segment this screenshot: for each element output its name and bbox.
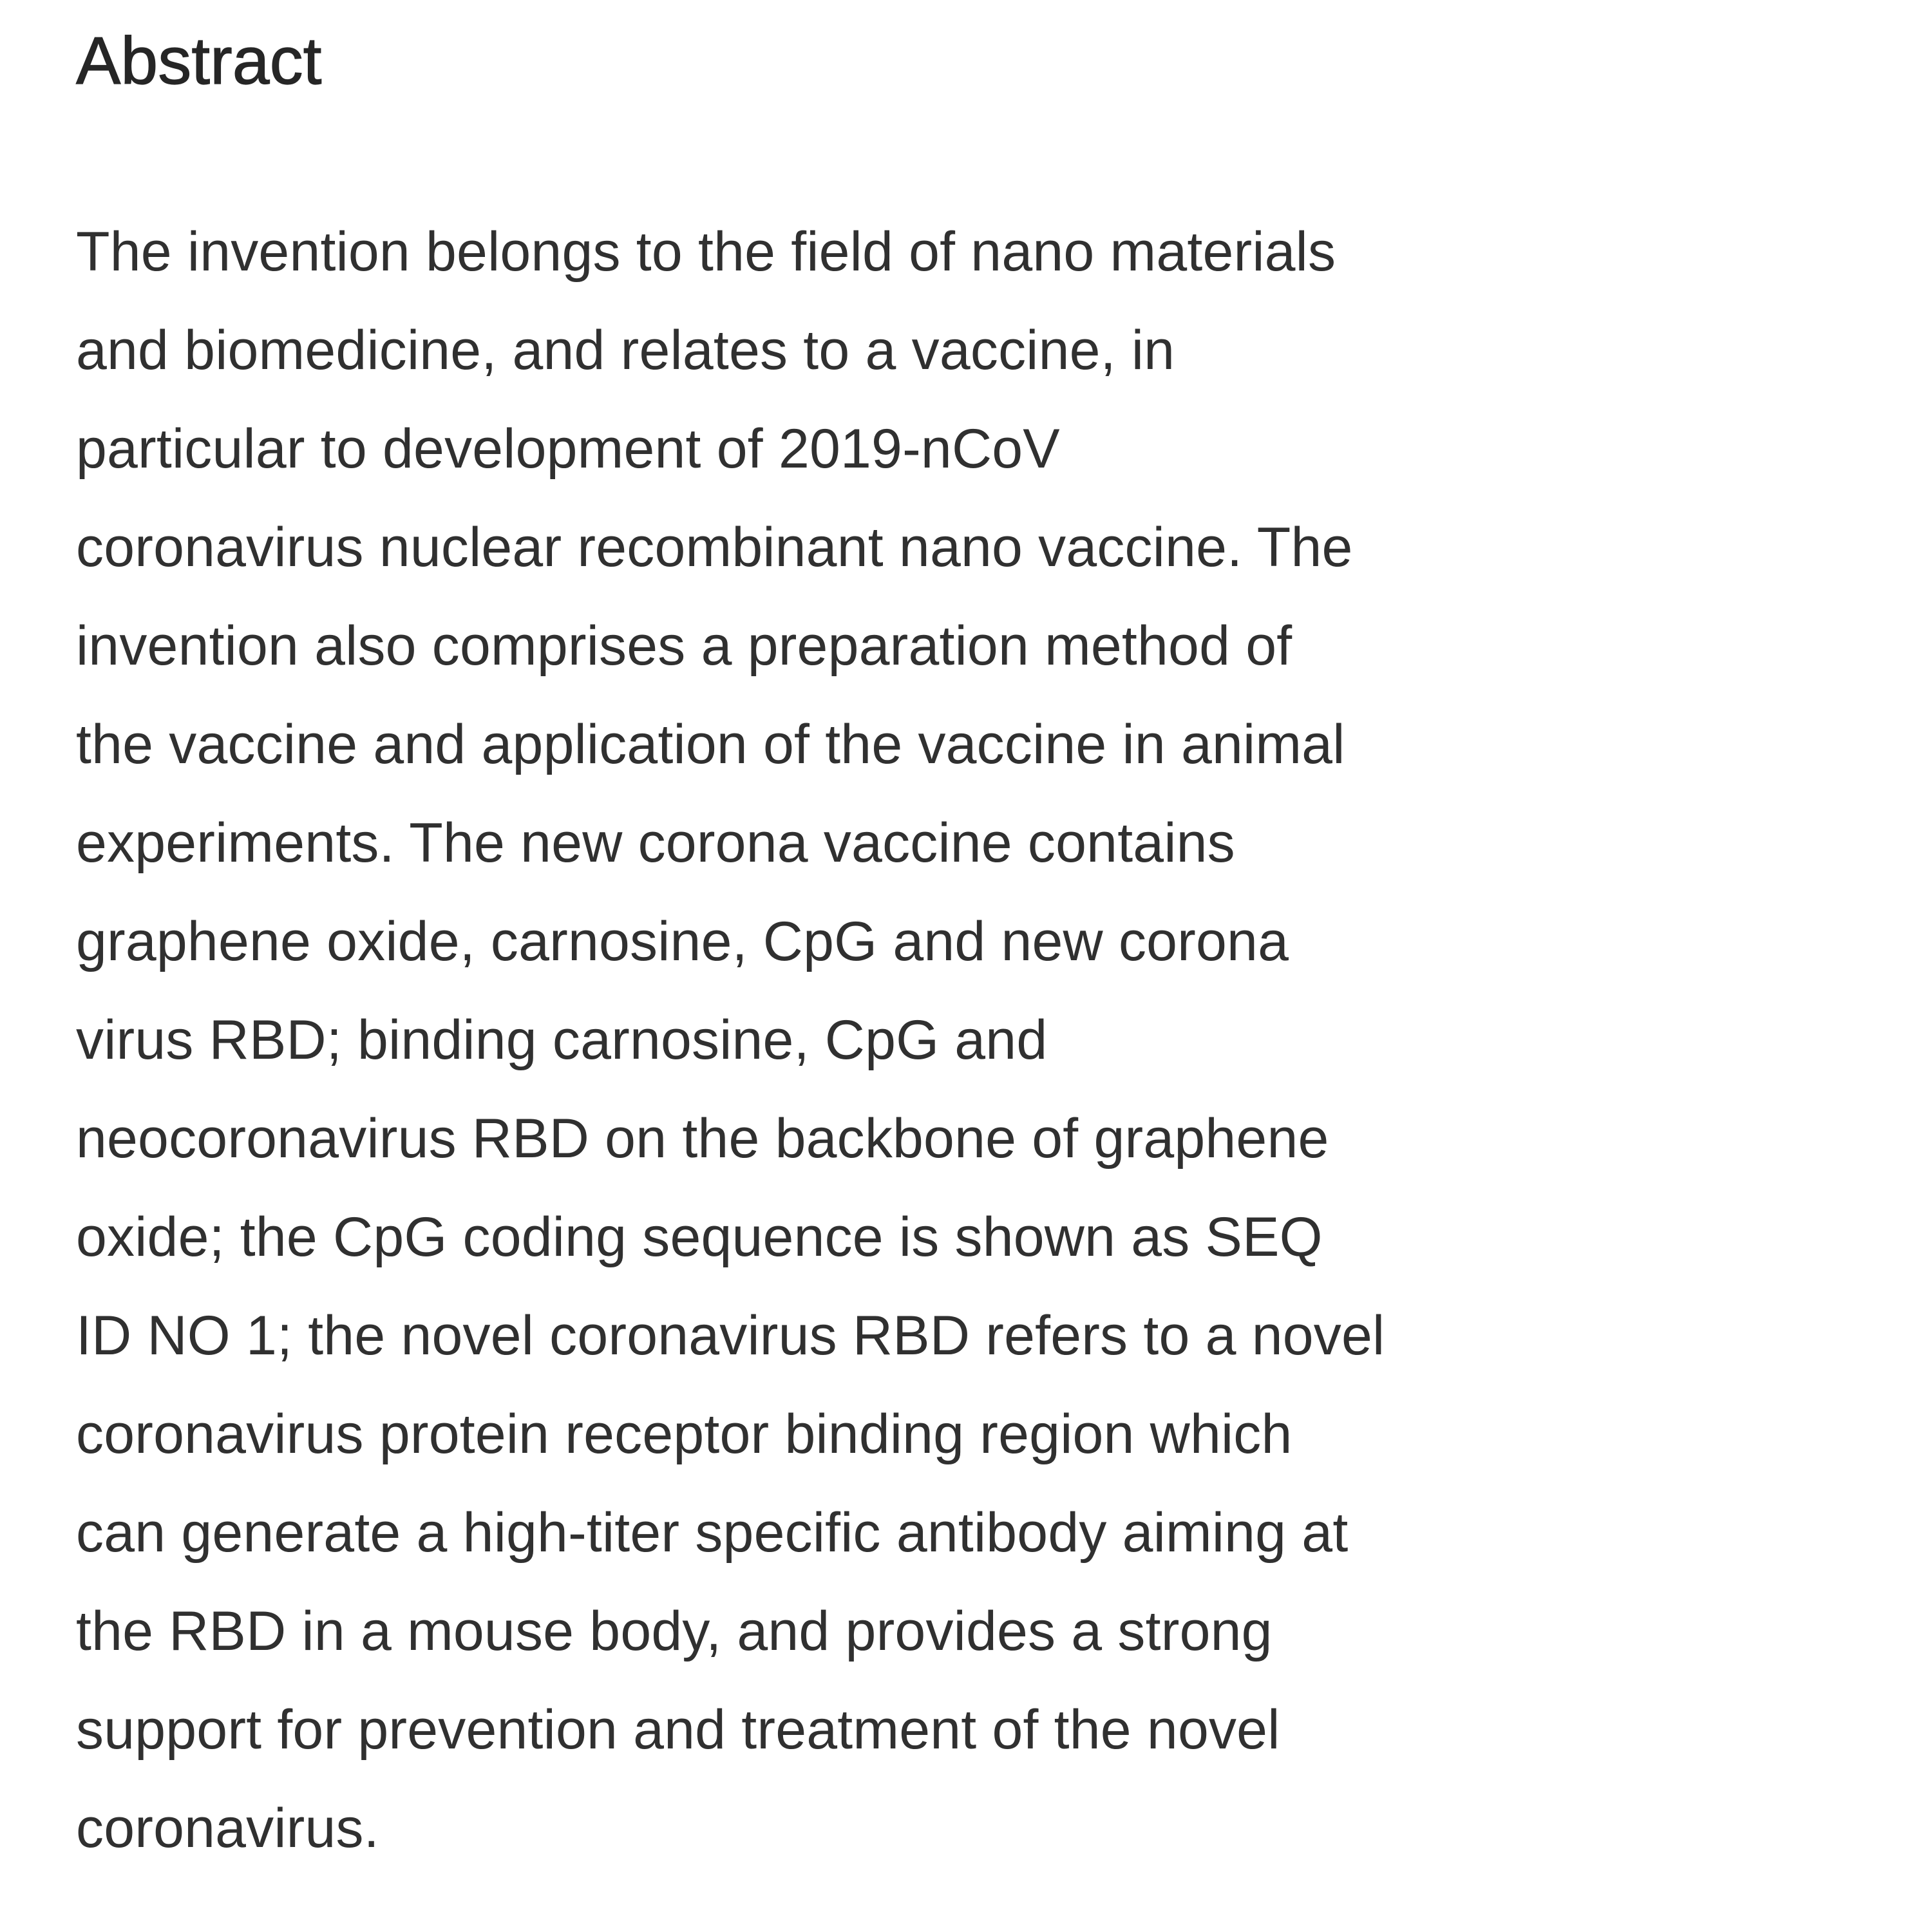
abstract-line: particular to development of 2019-nCoV [76, 418, 1060, 480]
abstract-line: invention also comprises a preparation method of [76, 615, 1293, 677]
abstract-line: coronavirus nuclear recombinant nano vaccine. The [76, 516, 1353, 578]
abstract-line: support for prevention and treatment of the novel [76, 1699, 1280, 1761]
abstract-line: the vaccine and application of the vaccine in animal [76, 714, 1345, 775]
abstract-body [76, 203, 1634, 1878]
abstract-line: ID NO 1; the novel coronavirus RBD refers to a novel [76, 1305, 1385, 1367]
abstract-section [76, 19, 1634, 1878]
abstract-line: neocoronavirus RBD on the backbone of graphene [76, 1108, 1329, 1170]
abstract-line: virus RBD; binding carnosine, CpG and [76, 1009, 1048, 1071]
abstract-line: graphene oxide, carnosine, CpG and new corona [76, 911, 1289, 972]
abstract-line: coronavirus protein receptor binding region which [76, 1403, 1293, 1465]
abstract-heading: Abstract [76, 24, 322, 99]
abstract-line: coronavirus. [76, 1797, 379, 1859]
abstract-line: The invention belongs to the field of nano materials [76, 221, 1336, 283]
abstract-line: the RBD in a mouse body, and provides a strong [76, 1600, 1273, 1662]
abstract-line: can generate a high-titer specific antibody aiming at [76, 1502, 1349, 1564]
abstract-line: experiments. The new corona vaccine contains [76, 812, 1235, 874]
abstract-line: oxide; the CpG coding sequence is shown as SEQ [76, 1206, 1323, 1268]
abstract-line: and biomedicine, and relates to a vaccine, in [76, 319, 1175, 381]
